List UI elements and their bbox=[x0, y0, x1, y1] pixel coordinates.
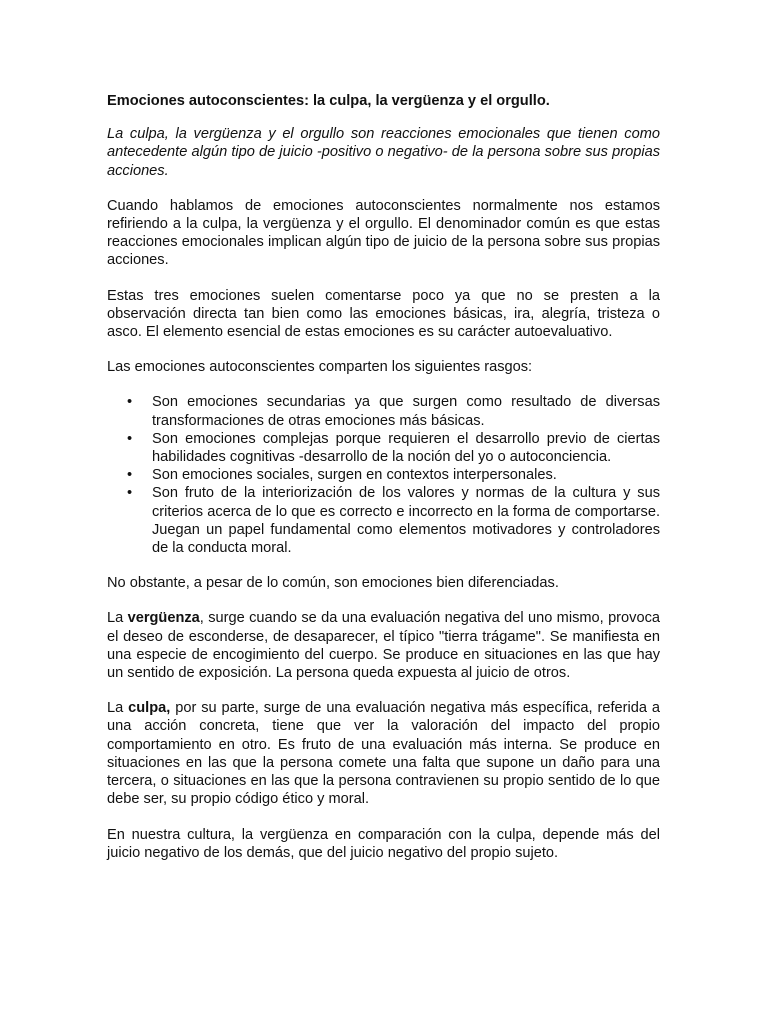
document-title: Emociones autoconscientes: la culpa, la vergüenza y el orgullo. bbox=[107, 93, 550, 109]
bullet-icon: • bbox=[127, 485, 133, 502]
paragraph-2: Estas tres emociones suelen comentarse poco ya que no se presten a la observación directa tan bien como las emociones básicas, ira, alegría, tristeza o asco. El elemento esencial de estas emociones es su carácter autoevaluativo. bbox=[107, 287, 660, 341]
term-verguenza: vergüenza bbox=[127, 610, 200, 627]
list-item-text: Son emociones complejas porque requieren el desarrollo previo de ciertas habilidades cognitivas -desarrollo de la noción del yo o autoconciencia. bbox=[152, 430, 660, 466]
document-page bbox=[107, 92, 660, 879]
paragraph-text: por su parte, surge de una evaluación negativa más específica, referida a una acción concreta, tiene que ver la valoración del impacto del propio comportamiento en otro. Es fruto de una evaluación más interna. Se produce en situaciones en las que la persona comete una falta que supone un daño para una tercera, o situaciones en las que la persona contravienen su propio sentido de lo que debe ser, su propio código ético y moral. bbox=[107, 700, 660, 808]
list-item bbox=[107, 484, 660, 557]
list-item-text: Son emociones secundarias ya que surgen como resultado de diversas transformaciones de otras emociones más básicas. bbox=[152, 394, 660, 429]
paragraph-3: Las emociones autoconscientes comparten los siguientes rasgos: bbox=[107, 359, 533, 376]
bullet-icon: • bbox=[127, 394, 133, 411]
paragraph-7: En nuestra cultura, la vergüenza en comparación con la culpa, depende más del juicio negativo de los demás, que del juicio negativo del propio sujeto. bbox=[107, 826, 660, 861]
term-culpa: culpa, bbox=[128, 700, 171, 717]
paragraph-prefix: La bbox=[107, 700, 129, 717]
paragraph-1: Cuando hablamos de emociones autoconscientes normalmente nos estamos refiriendo a la culpa, la vergüenza y el orgullo. El denominador común es que estas reacciones emocionales implican algún tipo de juicio de la persona sobre sus propias acciones. bbox=[107, 197, 660, 269]
list-item bbox=[107, 466, 660, 484]
paragraph-prefix: La bbox=[107, 610, 128, 627]
traits-list bbox=[107, 393, 660, 557]
paragraph-verguenza bbox=[107, 609, 660, 682]
paragraph-text: , surge cuando se da una evaluación negativa del uno mismo, provoca el deseo de esconderse, de desaparecer, el típico "tierra trágame". Se manifiesta en una especie de encogimiento del cuerpo. Se produce en situaciones en las que hay un sentido de exposición. La persona queda expuesta al juicio de otros. bbox=[107, 610, 660, 682]
list-item bbox=[107, 393, 660, 429]
bullet-icon: • bbox=[127, 467, 133, 484]
list-item bbox=[107, 430, 660, 466]
intro-paragraph: La culpa, la vergüenza y el orgullo son reacciones emocionales que tienen como antecedente algún tipo de juicio -positivo o negativo- de la persona sobre sus propias acciones. bbox=[107, 126, 660, 179]
paragraph-4: No obstante, a pesar de lo común, son emociones bien diferenciadas. bbox=[107, 575, 559, 592]
bullet-icon: • bbox=[127, 430, 133, 447]
list-item-text: Son fruto de la interiorización de los valores y normas de la cultura y sus criterios acerca de lo que es correcto e incorrecto en la forma de comportarse. Juegan un papel fundamental como elementos motivadores y controladores de la conducta moral. bbox=[152, 485, 660, 557]
paragraph-culpa bbox=[107, 699, 660, 808]
list-item-text: Son emociones sociales, surgen en contextos interpersonales. bbox=[152, 467, 557, 484]
